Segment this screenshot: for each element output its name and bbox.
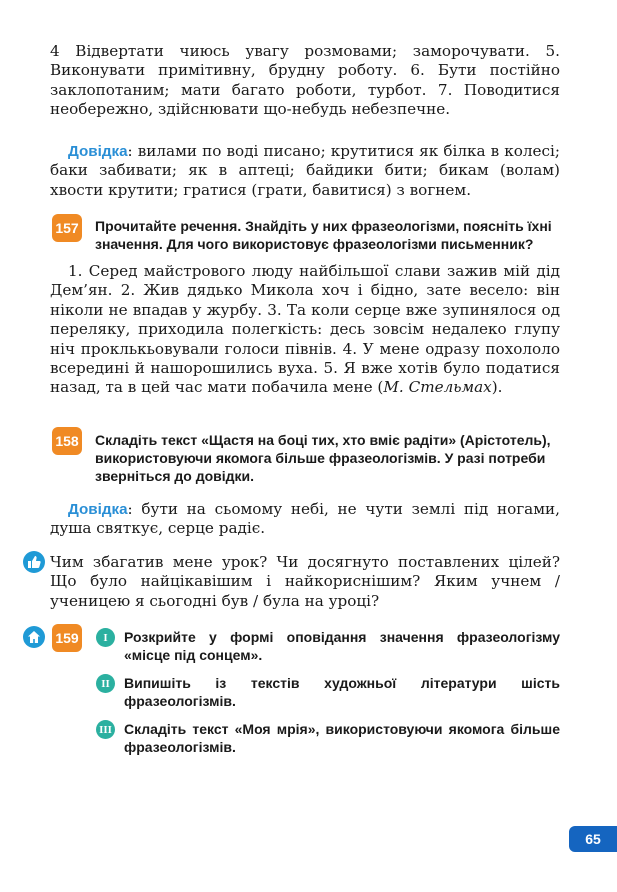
page-number: 65 [569,826,617,852]
reflection-text: Чим збагатив мене урок? Чи досягнуто поставлених цілей? Що було найцікавішим і найкориснішим? Яким учнем / ученицею я сьогодні був / була на уроці? [50,553,560,610]
task-number-157: 157 [52,214,82,242]
task-157-body: 1. Серед майстрового люду найбільшої слави зажив мій дід Дем’ян. 2. Жив дядько Микола хоч і бідно, зате весело: він ніколи не впадав у журбу. 3. Та коли серце вже зупинялося од переляку, приходила полегкість: десь зовсім недалеко глупу ніч проклькьовували голоси півнів. 4. У мене одразу похололо всередині й нашорошились вуха. 5. Я вже хотів було податися назад, та в цей час мати побачила мене ( [50,262,560,397]
thumbs-up-icon [23,551,45,573]
task-157-instruction: Прочитайте речення. Знайдіть у них фразеологізми, поясніть їхні значення. Для чого використовує фразеологізми письменник? [95,218,552,252]
task-159-item-2: Випишіть із текстів художньої літератури шість фразеологізмів. [124,675,560,709]
hint-text: : бути на сьомому небі, не чути землі під ногами, душа святкує, серце радіє. [50,500,560,538]
roman-numeral-2: II [96,674,115,693]
task-158-instruction: Складіть текст «Щастя на боці тих, хто вміє радіти» (Арістотель), використовуючи якомога більше фразеологізмів. У разі потреби зверніться до довідки. [95,432,551,484]
author-name: М. Стельмах [383,378,492,397]
task-157-text [50,262,560,398]
hint-label: Довідка [68,143,128,160]
task-number-159: 159 [52,624,82,652]
task-159-item-1: Розкрийте у формі оповідання значення фразеологізму «місце під сонцем». [124,629,560,663]
task-number-158: 158 [52,427,82,455]
top-paragraph: 4 Відвертати чиюсь увагу розмовами; заморочувати. 5. Виконувати примітивну, брудну роботу. 6. Бути постійно заклопотаним; мати багато роботи, турбот. 7. Поводитися необережно, здійснювати що-небудь небезпечне. [50,42,560,119]
hint-text: : вилами по воді писано; крутитися як білка в колесі; баки забивати; як в аптеці; байдики бити; бикам (волам) хвости крутити; гратися (грати, бавитися) з вогнем. [50,142,560,199]
roman-numeral-1: I [96,628,115,647]
hint-block-1 [50,142,560,200]
closing-punct: ). [491,378,503,397]
hint-label: Довідка [68,501,128,518]
hint-block-2 [50,500,560,539]
roman-numeral-3: III [96,720,115,739]
task-159-item-3: Складіть текст «Моя мрія», використовуючи якомога більше фразеологізмів. [124,721,560,755]
home-icon [23,626,45,648]
